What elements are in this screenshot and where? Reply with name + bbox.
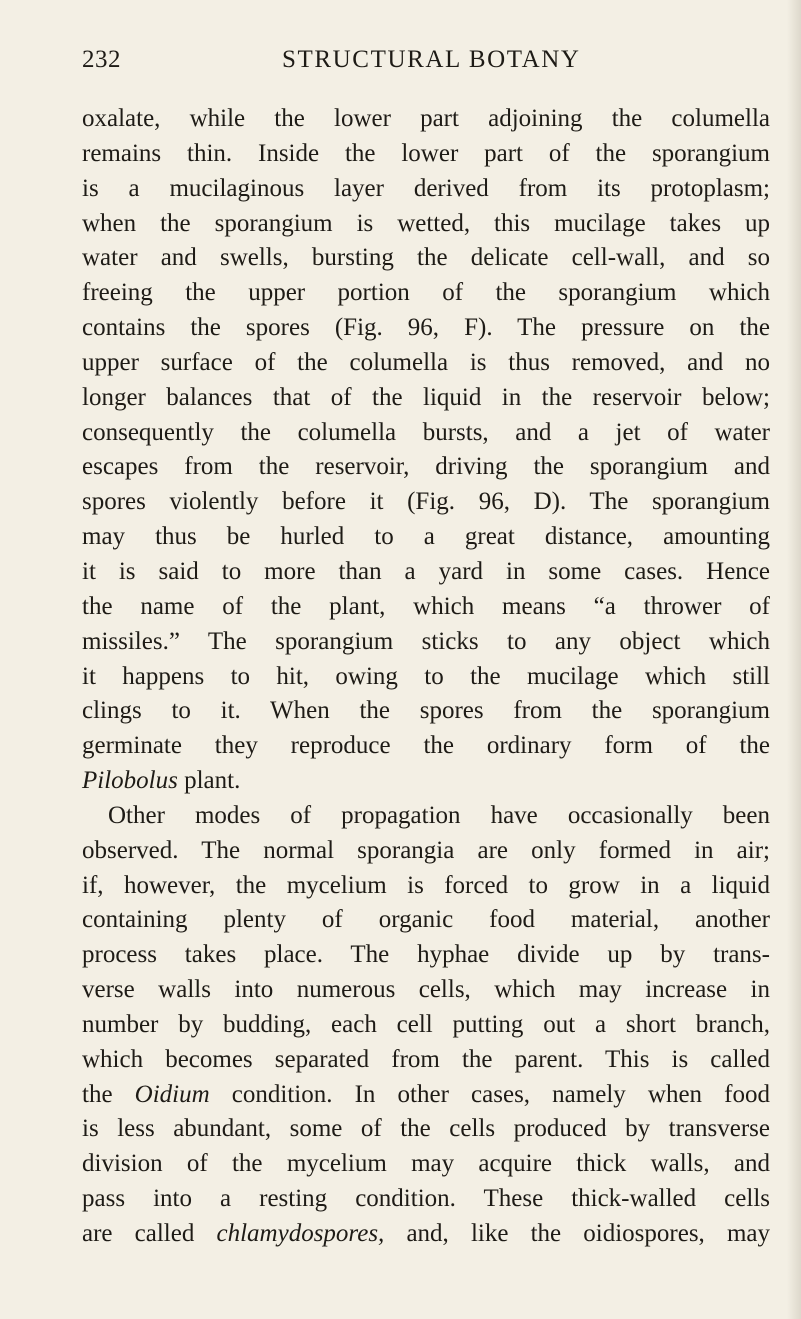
text-line: clings to it. When the spores from the sporangium: [82, 697, 770, 725]
text-line: escapes from the reservoir, driving the sporangium and: [82, 453, 770, 481]
text-line: number by budding, each cell putting out a short branch,: [82, 1010, 770, 1038]
text-line: remains thin. Inside the lower part of the sporangium: [82, 139, 770, 167]
text-line: germinate they reproduce the ordinary form of the: [82, 732, 770, 760]
text-line: missiles.” The sporangium sticks to any object which: [82, 627, 770, 655]
text-line: upper surface of the columella is thus removed, and no: [82, 348, 770, 376]
text-line: the name of the plant, which means “a thrower of: [82, 592, 770, 620]
text-line: is less abundant, some of the cells produced by transverse: [82, 1115, 770, 1143]
text-line: process takes place. The hyphae divide up by trans-: [82, 941, 770, 969]
running-title: STRUCTURAL BOTANY: [282, 46, 581, 73]
text-fragment: and, like the oidiospores, may: [384, 1220, 770, 1247]
text-line: [82, 1078, 770, 1113]
text-line: verse walls into numerous cells, which may increase in: [82, 976, 770, 1004]
text-line: consequently the columella bursts, and a jet of water: [82, 418, 770, 446]
text-line-paragraph-end: [82, 764, 770, 799]
text-line: when the sporangium is wetted, this mucilage takes up: [82, 209, 770, 237]
text-line: is a mucilaginous layer derived from its protoplasm;: [82, 174, 770, 202]
italic-term: Oidium: [134, 1080, 210, 1108]
text-line: observed. The normal sporangia are only formed in air;: [82, 836, 770, 864]
text-fragment: are called: [82, 1220, 217, 1247]
text-line: oxalate, while the lower part adjoining the columella: [82, 105, 770, 132]
text-line: freeing the upper portion of the sporangium which: [82, 279, 770, 307]
text-fragment: plant.: [177, 767, 241, 795]
italic-term: chlamydospores,: [216, 1220, 385, 1247]
text-line: which becomes separated from the parent. This is called: [82, 1045, 770, 1073]
text-line: contains the spores (Fig. 96, F). The pressure on the: [82, 314, 770, 342]
text-line: longer balances that of the liquid in the reservoir below;: [82, 383, 770, 411]
text-fragment: condition. In other cases, namely when food: [209, 1080, 770, 1108]
text-line: if, however, the mycelium is forced to grow in a liquid: [82, 871, 770, 899]
page-edge-shadow: [787, 0, 801, 1319]
body-text: [82, 102, 770, 1252]
running-head: [82, 46, 772, 82]
text-line: containing plenty of organic food material, another: [82, 906, 770, 934]
text-line: pass into a resting condition. These thick-walled cells: [82, 1185, 770, 1213]
text-line: spores violently before it (Fig. 96, D). The sporangium: [82, 488, 770, 516]
text-line-paragraph-start: Other modes of propagation have occasionally been: [108, 801, 770, 829]
text-fragment: the: [82, 1080, 135, 1108]
text-line: [82, 1217, 770, 1252]
text-line: it is said to more than a yard in some cases. Hence: [82, 557, 770, 585]
text-line: water and swells, bursting the delicate cell-wall, and so: [82, 244, 770, 272]
text-line: division of the mycelium may acquire thick walls, and: [82, 1150, 770, 1178]
italic-genus-name: Pilobolus: [82, 767, 178, 795]
text-line: it happens to hit, owing to the mucilage which still: [82, 662, 770, 690]
text-line: may thus be hurled to a great distance, amounting: [82, 523, 770, 551]
page-number: 232: [82, 46, 121, 73]
